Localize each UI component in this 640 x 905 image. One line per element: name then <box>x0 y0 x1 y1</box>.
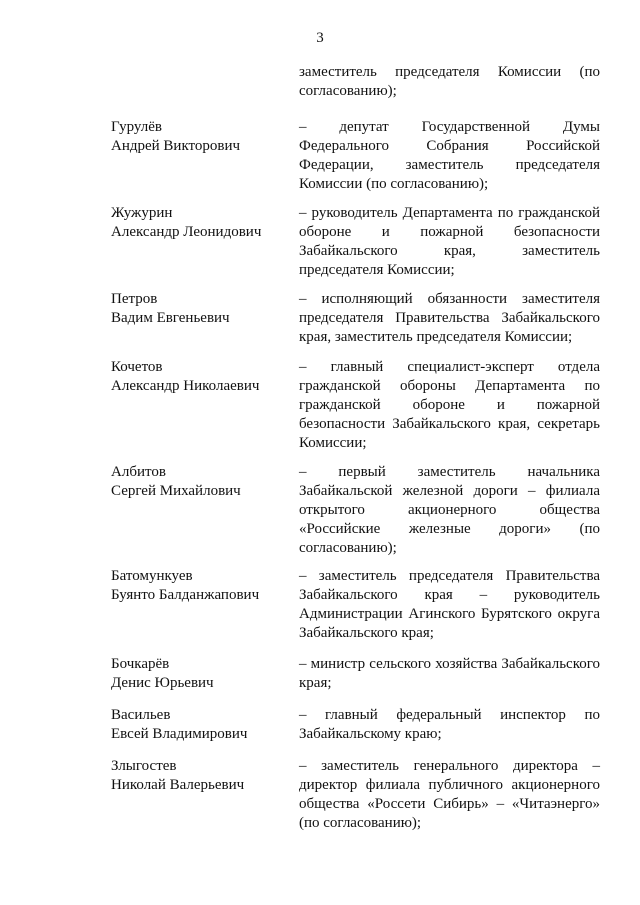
member-role: – министр сельского хозяйства Забайкальского края; <box>299 656 600 691</box>
member-name <box>111 118 291 156</box>
member-name <box>111 204 291 242</box>
member-surname: Петров <box>111 291 158 307</box>
member-name <box>111 463 291 501</box>
member-given-names: Александр Леонидович <box>111 224 262 240</box>
member-surname: Васильев <box>111 707 171 723</box>
member-name <box>111 706 291 744</box>
member-name <box>111 567 291 605</box>
member-surname: Жужурин <box>111 205 173 221</box>
member-name <box>111 655 291 693</box>
member-name <box>111 757 291 795</box>
continuation-text: заместитель председателя Комиссии (по согласованию); <box>299 64 600 99</box>
member-given-names: Вадим Евгеньевич <box>111 310 230 326</box>
member-given-names: Андрей Викторович <box>111 138 241 154</box>
member-given-names: Николай Валерьевич <box>111 777 245 793</box>
member-role: – руководитель Департамента по гражданской обороне и пожарной безопасности Забайкальского края, заместитель председателя Комиссии; <box>299 205 600 278</box>
member-given-names: Сергей Михайлович <box>111 483 241 499</box>
member-surname: Бочкарёв <box>111 656 170 672</box>
member-surname: Батомункуев <box>111 568 193 584</box>
member-surname: Кочетов <box>111 359 163 375</box>
member-given-names: Денис Юрьевич <box>111 675 214 691</box>
member-surname: Злыгостев <box>111 758 177 774</box>
member-surname: Гурулёв <box>111 119 162 135</box>
member-role: – первый заместитель начальника Забайкальской железной дороги – филиала открытого акционерного общества «Российские железные дороги» (по согласованию); <box>299 464 600 556</box>
member-surname: Албитов <box>111 464 166 480</box>
member-name <box>111 358 291 396</box>
member-role: – главный федеральный инспектор по Забайкальскому краю; <box>299 707 600 742</box>
member-given-names: Евсей Владимирович <box>111 726 248 742</box>
member-name <box>111 290 291 328</box>
member-given-names: Александр Николаевич <box>111 378 260 394</box>
member-role: – исполняющий обязанности заместителя председателя Правительства Забайкальского края, заместитель председателя Комиссии; <box>299 291 600 345</box>
member-role: – главный специалист-эксперт отдела гражданской обороны Департамента по гражданской обороне и пожарной безопасности Забайкальского края, секретарь Комиссии; <box>299 359 600 451</box>
member-role: – заместитель председателя Правительства Забайкальского края – руководитель Администрации Агинского Бурятского округа Забайкальского края; <box>299 568 600 641</box>
member-role: – депутат Государственной Думы Федерального Собрания Российской Федерации, заместитель председателя Комиссии (по согласованию); <box>299 119 600 192</box>
member-role: – заместитель генерального директора – директор филиала публичного акционерного общества «Россети Сибирь» – «Читаэнерго» (по согласованию); <box>299 758 600 831</box>
member-given-names: Буянто Балданжапович <box>111 587 260 603</box>
page-number: 3 <box>316 30 324 46</box>
